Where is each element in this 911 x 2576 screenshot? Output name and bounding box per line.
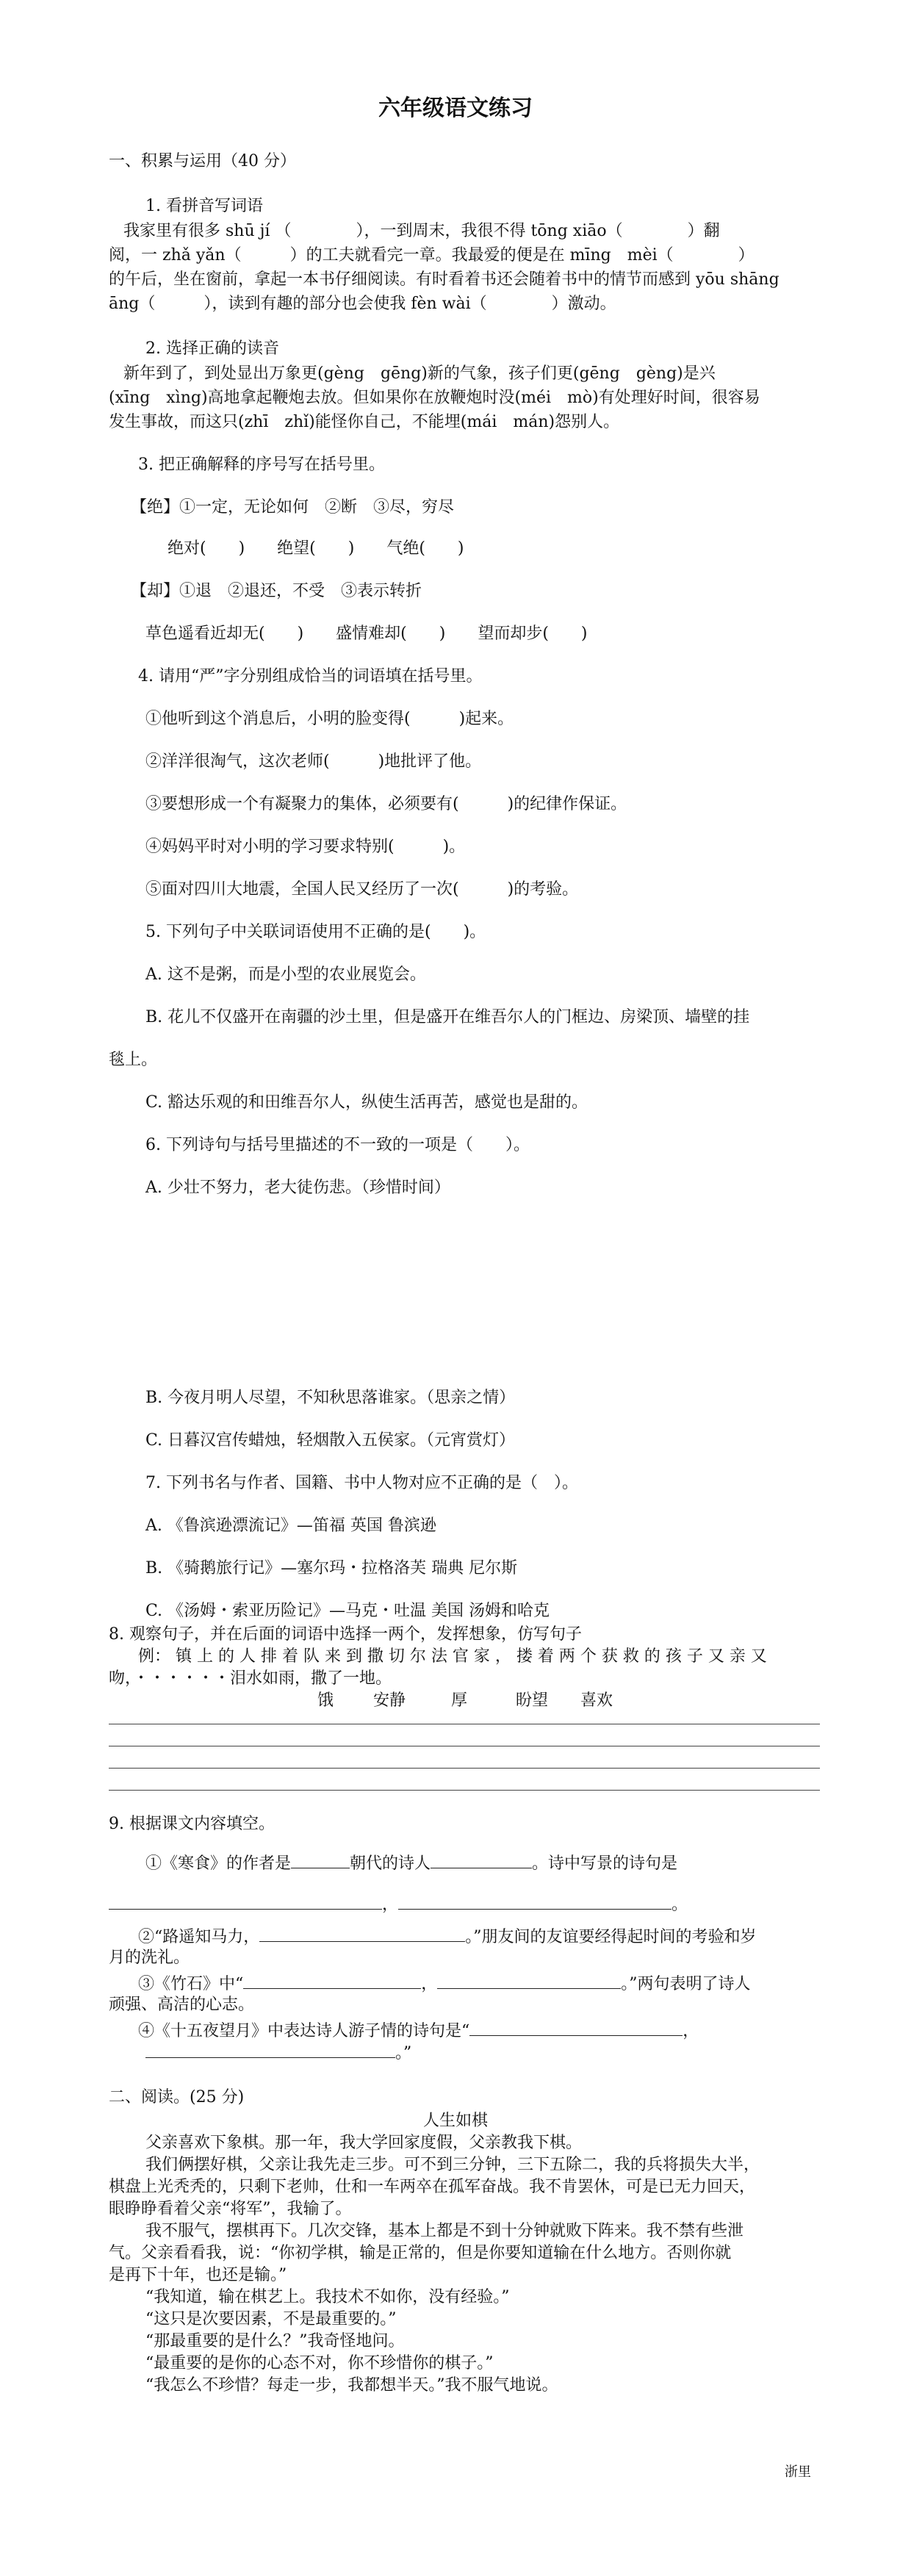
- passage-line: 棋盘上光秃秃的，只剩下老帅，仕和一车两卒在孤军奋战。我不肯罢休，可是已无力回天，: [109, 2178, 756, 2196]
- q9-text: ②“路遥知马力，: [138, 1928, 260, 1946]
- passage-line: “我知道，输在棋艺上。我技术不如你，没有经验。”: [145, 2288, 510, 2306]
- page-footer: 浙里: [785, 2464, 811, 2480]
- passage-line: 我不服气，摆棋再下。几次交锋，基本上都是不到十分钟就败下阵来。我不禁有些泄: [145, 2222, 744, 2240]
- q5-option-a: A. 这不是粥，而是小型的农业展览会。: [145, 965, 426, 984]
- q8-word: 安静: [373, 1691, 406, 1710]
- q9-line: [138, 1972, 751, 1996]
- q9-blank[interactable]: [431, 1852, 532, 1868]
- q9-text: ，: [421, 1975, 438, 1993]
- q3-label: 3. 把正确解释的序号写在括号里。: [138, 456, 385, 474]
- q2-label: 2. 选择正确的读音: [145, 339, 279, 358]
- q7-label: 7. 下列书名与作者、国籍、书中人物对应不正确的是（ ）。: [145, 1474, 578, 1492]
- q9-blank[interactable]: [398, 1893, 671, 1910]
- passage-line: “那最重要的是什么？”我奇怪地问。: [145, 2332, 405, 2350]
- q8-example-cont: 吻，・・・・・・泪水如雨，撒了一地。: [109, 1669, 392, 1688]
- q4-item: ②洋洋很淘气，这次老师( )地批评了他。: [145, 752, 482, 771]
- q5-label: 5. 下列句子中关联词语使用不正确的是( )。: [145, 923, 486, 941]
- passage-line: “这只是次要因素，不是最重要的。”: [145, 2310, 397, 2328]
- q2-line: 新年到了，到处显出万象更(gèng gēng)新的气象，孩子们更(gēng gèng)是兴: [123, 364, 716, 383]
- q6-option-c: C. 日暮汉宫传蜡烛，轻烟散入五侯家。（元宵赏灯）: [145, 1431, 516, 1450]
- q3-jue-definition: 【绝】①一定，无论如何 ②断 ③尽，穷尽: [131, 498, 455, 517]
- q1-line: 阅，一 zhǎ yǎn（ ）的工夫就看完一章。我最爱的便是在 mīng mèi（ ）: [109, 246, 755, 265]
- q1-label: 1. 看拼音写词语: [145, 197, 263, 215]
- passage-line: 眼睁睁看着父亲“将军”，我输了。: [109, 2200, 352, 2218]
- passage-line: “最重要的是你的心态不对，你不珍惜你的棋子。”: [145, 2354, 494, 2372]
- q9-text: ，: [382, 1896, 399, 1914]
- q7-option-c: C. 《汤姆・索亚历险记》—马克・吐温 美国 汤姆和哈克: [145, 1602, 550, 1620]
- q9-label: 9. 根据课文内容填空。: [109, 1815, 275, 1833]
- q8-word: 饿: [317, 1691, 334, 1710]
- q9-line: [138, 2019, 699, 2043]
- q9-text: 。: [671, 1896, 688, 1914]
- passage-title: 人生如棋: [422, 2112, 488, 2130]
- q9-text: 。”两句表明了诗人: [621, 1975, 751, 1993]
- q5-option-b-cont: 毯上。: [109, 1051, 158, 1069]
- q8-word: 盼望: [516, 1691, 549, 1710]
- q9-text: 朝代的诗人: [350, 1854, 431, 1873]
- q3-que-definition: 【却】①退 ②退还，不受 ③表示转折: [131, 582, 422, 600]
- q9-text: 。”朋友间的友谊要经得起时间的考验和岁: [465, 1928, 757, 1946]
- q9-text: ，: [683, 2022, 699, 2040]
- q9-blank[interactable]: [259, 1925, 465, 1942]
- q8-word: 喜欢: [580, 1691, 613, 1710]
- q1-line: 的午后，坐在窗前，拿起一本书仔细阅读。有时看着书还会随着书中的情节而感到 yōu shāng: [109, 270, 779, 289]
- q1-line: āng（ ），读到有趣的部分也会使我 fèn wài（ ）激动。: [109, 295, 616, 313]
- q5-option-c: C. 豁达乐观的和田维吾尔人，纵使生活再苦，感觉也是甜的。: [145, 1093, 588, 1112]
- q8-answer-line[interactable]: [109, 1790, 820, 1791]
- q9-text: ①《寒食》的作者是: [145, 1854, 292, 1873]
- section1-heading: 一、积累与运用（40 分）: [109, 152, 296, 170]
- q5-option-b: B. 花儿不仅盛开在南疆的沙土里，但是盛开在维吾尔人的门框边、房梁顶、墙壁的挂: [145, 1008, 750, 1026]
- q9-line: [145, 2041, 411, 2065]
- q9-line: [138, 1925, 757, 1949]
- section2-heading: 二、阅读。(25 分): [109, 2088, 245, 2107]
- q8-word: 厚: [451, 1691, 468, 1710]
- q8-answer-line[interactable]: [109, 1768, 820, 1769]
- q6-option-b: B. 今夜月明人尽望，不知秋思落谁家。（思亲之情）: [145, 1389, 516, 1407]
- passage-line: 气。父亲看看我，说：“你初学棋，输是正常的，但是你要知道输在什么地方。否则你就: [109, 2244, 732, 2262]
- q2-line: 发生事故，而这只(zhī zhǐ)能怪你自己，不能埋(mái mán)怨别人。: [109, 413, 620, 431]
- q3-que-items: 草色遥看近却无( ) 盛情难却( ) 望而却步( ): [145, 625, 588, 643]
- q9-blank[interactable]: [145, 2041, 395, 2058]
- passage-line: “我怎么不珍惜？每走一步，我都想半天。”我不服气地说。: [145, 2376, 558, 2395]
- q8-example: 例： 镇 上 的 人 排 着 队 来 到 撒 切 尔 法 官 家 ， 搂 着 两 个 获 救 的 孩 子 又 亲 又: [138, 1647, 767, 1666]
- q4-label: 4. 请用“严”字分别组成恰当的词语填在括号里。: [138, 667, 483, 686]
- q9-text: 。诗中写景的诗句是: [532, 1854, 678, 1873]
- q4-item: ③要想形成一个有凝聚力的集体，必须要有( )的纪律作保证。: [145, 795, 627, 813]
- q9-blank[interactable]: [109, 1893, 382, 1910]
- q9-line: [109, 1893, 688, 1916]
- q9-blank[interactable]: [243, 1972, 421, 1989]
- q9-blank[interactable]: [437, 1972, 621, 1989]
- passage-line: 我们俩摆好棋，父亲让我先走三步。可不到三分钟，三下五除二，我的兵将损失大半，: [145, 2156, 760, 2174]
- q9-blank[interactable]: [291, 1852, 350, 1868]
- q9-text: ③《竹石》中“: [138, 1975, 244, 1993]
- passage-line: 是再下十年，也还是输。”: [109, 2266, 287, 2284]
- q7-option-a: A. 《鲁滨逊漂流记》—笛福 英国 鲁滨逊: [145, 1517, 436, 1535]
- q9-line-cont: 月的洗礼。: [109, 1949, 190, 1967]
- q8-label: 8. 观察句子，并在后面的词语中选择一两个，发挥想象，仿写句子: [109, 1625, 582, 1644]
- q4-item: ④妈妈平时对小明的学习要求特别( )。: [145, 838, 466, 856]
- q2-line: (xīng xìng)高地拿起鞭炮去放。但如果你在放鞭炮时没(méi mò)有处理好时间，很容易: [109, 389, 760, 407]
- q9-line: [145, 1852, 677, 1875]
- page-title: 六年级语文练习: [378, 96, 533, 121]
- q4-item: ⑤面对四川大地震，全国人民又经历了一次( )的考验。: [145, 880, 579, 899]
- q6-label: 6. 下列诗句与括号里描述的不一致的一项是（ ）。: [145, 1136, 530, 1154]
- q9-line-cont: 顽强、高洁的心志。: [109, 1996, 255, 2014]
- q3-jue-items: 绝对( ) 绝望( ) 气绝( ): [168, 539, 464, 558]
- q9-text: ④《十五夜望月》中表达诗人游子情的诗句是“: [138, 2022, 470, 2040]
- passage-line: 父亲喜欢下象棋。那一年，我大学回家度假，父亲教我下棋。: [145, 2134, 583, 2152]
- q4-item: ①他听到这个消息后，小明的脸变得( )起来。: [145, 710, 514, 728]
- q9-blank[interactable]: [469, 2019, 683, 2036]
- q7-option-b: B. 《骑鹅旅行记》—塞尔玛・拉格洛芙 瑞典 尼尔斯: [145, 1559, 518, 1577]
- q9-text: 。”: [395, 2044, 412, 2062]
- q6-option-a: A. 少壮不努力，老大徒伤悲。（珍惜时间）: [145, 1179, 450, 1197]
- q1-line: 我家里有很多 shū jí （ ），一到周末，我很不得 tōng xiāo（ ）翻: [123, 222, 720, 240]
